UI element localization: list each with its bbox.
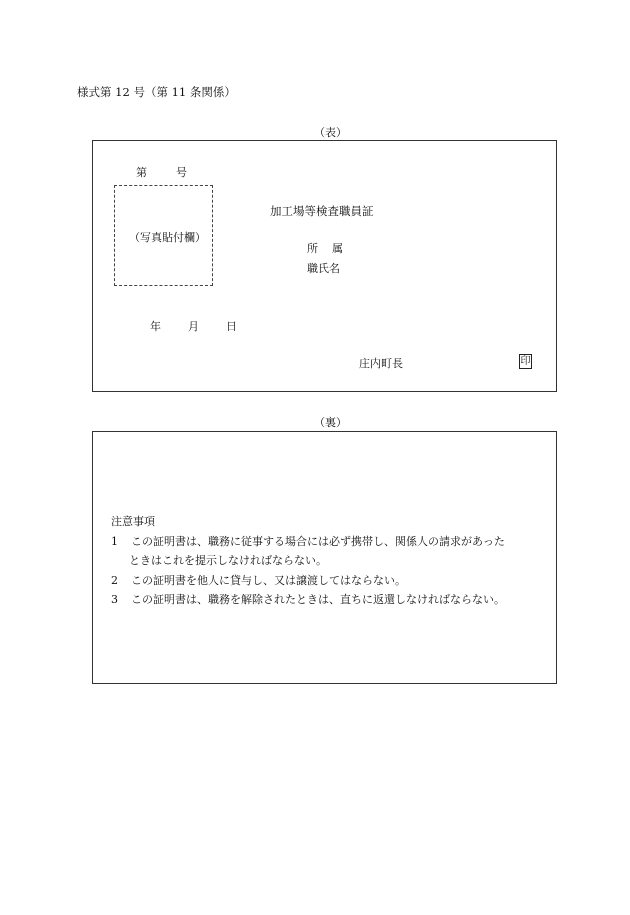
note-item bbox=[111, 590, 505, 610]
date-month: 月 bbox=[188, 320, 199, 333]
notes-heading: 注意事項 bbox=[111, 515, 155, 528]
id-card-front bbox=[92, 140, 557, 392]
note-number: 3 bbox=[111, 593, 118, 606]
back-side-label: （裏） bbox=[314, 416, 347, 429]
date-year: 年 bbox=[150, 320, 161, 333]
number-suffix: 号 bbox=[176, 166, 187, 179]
note-text: この証明書を他人に貸与し、又は譲渡してはならない。 bbox=[131, 573, 406, 587]
photo-box bbox=[114, 185, 213, 286]
note-number: 1 bbox=[111, 534, 118, 548]
photo-label: （写真貼付欄） bbox=[129, 231, 206, 244]
notes-section bbox=[111, 512, 505, 610]
id-card-back bbox=[92, 431, 557, 684]
affiliation-label-2: 属 bbox=[332, 242, 343, 255]
note-number: 2 bbox=[111, 573, 118, 587]
number-prefix: 第 bbox=[136, 166, 147, 179]
note-continuation: ときはこれを提示しなければならない。 bbox=[129, 554, 327, 567]
note-item bbox=[111, 532, 505, 552]
date-day: 日 bbox=[226, 320, 237, 333]
note-text: この証明書は、職務を解除されたときは、直ちに返還しなければならない。 bbox=[131, 593, 505, 606]
form-title: 様式第 12 号（第 11 条関係） bbox=[77, 85, 236, 99]
note-item bbox=[111, 571, 505, 591]
card-title: 加工場等検査職員証 bbox=[270, 204, 374, 218]
affiliation-label-1: 所 bbox=[307, 242, 318, 255]
note-text: この証明書は、職務に従事する場合には必ず携帯し、関係人の請求があった bbox=[131, 534, 505, 548]
seal-mark: 印 bbox=[520, 356, 531, 367]
front-side-label: （表） bbox=[314, 126, 347, 139]
issuer: 庄内町長 bbox=[359, 357, 403, 370]
name-label: 職氏名 bbox=[307, 262, 340, 275]
